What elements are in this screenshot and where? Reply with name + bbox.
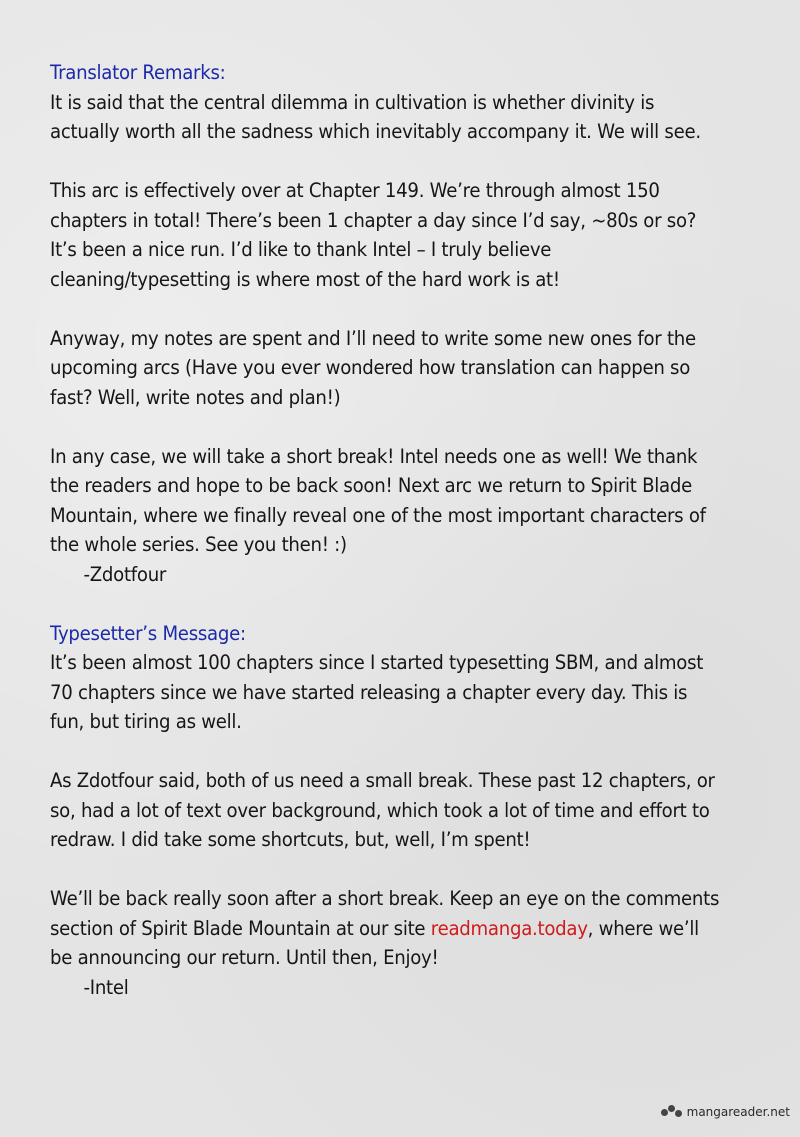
translator-section [50,58,720,589]
watermark-text: mangareader.net [686,1105,790,1119]
final-paragraph-text-after: , where we’ll be announcing our return. Until then, Enjoy! [50,916,699,969]
translator-heading: Translator Remarks: [50,61,226,84]
site-link[interactable]: readmanga.today [430,916,588,940]
translator-signature: -Zdotfour [83,562,167,586]
typesetter-paragraph: It’s been almost 100 chapters since I started typesetting SBM, and almost 70 chapters since we have started releasing a chapter every day. This is fun, but tiring as well. [50,651,704,733]
translator-paragraph: This arc is effectively over at Chapter 149. We’re through almost 150 chapters in total! There’s been 1 chapter a day since I’d say, ~80s or so? It’s been a nice run. I’d like to thank Intel – I truly believe cleaning/typesetting is where most of the hard work is at! [50,179,697,291]
watermark [661,1105,790,1119]
typesetter-section [50,619,720,1003]
typesetter-final-paragraph [50,884,720,973]
watermark-logo-icon [661,1105,683,1119]
translator-paragraph: Anyway, my notes are spent and I’ll need to write some new ones for the upcoming arcs (Have you ever wondered how translation can happen so fast? Well, write notes and plan!) [50,326,696,409]
translator-paragraph: In any case, we will take a short break! Intel needs one as well! We thank the readers and hope to be back soon! Next arc we return to Spirit Blade Mountain, where we finally reveal one of the most important characters of the whole series. See you then! :) [50,444,706,556]
typesetter-signature: -Intel [83,975,129,999]
translator-paragraph: It is said that the central dilemma in cultivation is whether divinity is actually worth all the sadness which inevitably accompany it. We will see. [50,90,701,143]
notes-content [50,58,720,1032]
final-paragraph-text-before: We’ll be back really soon after a short break. Keep an eye on the comments section of Spirit Blade Mountain at our site [50,887,720,940]
typesetter-paragraph: As Zdotfour said, both of us need a small break. These past 12 chapters, or so, had a lot of text over background, which took a lot of time and effort to redraw. I did take some shortcuts, but, well, I’m spent! [50,769,715,851]
typesetter-heading: Typesetter’s Message: [50,621,246,645]
